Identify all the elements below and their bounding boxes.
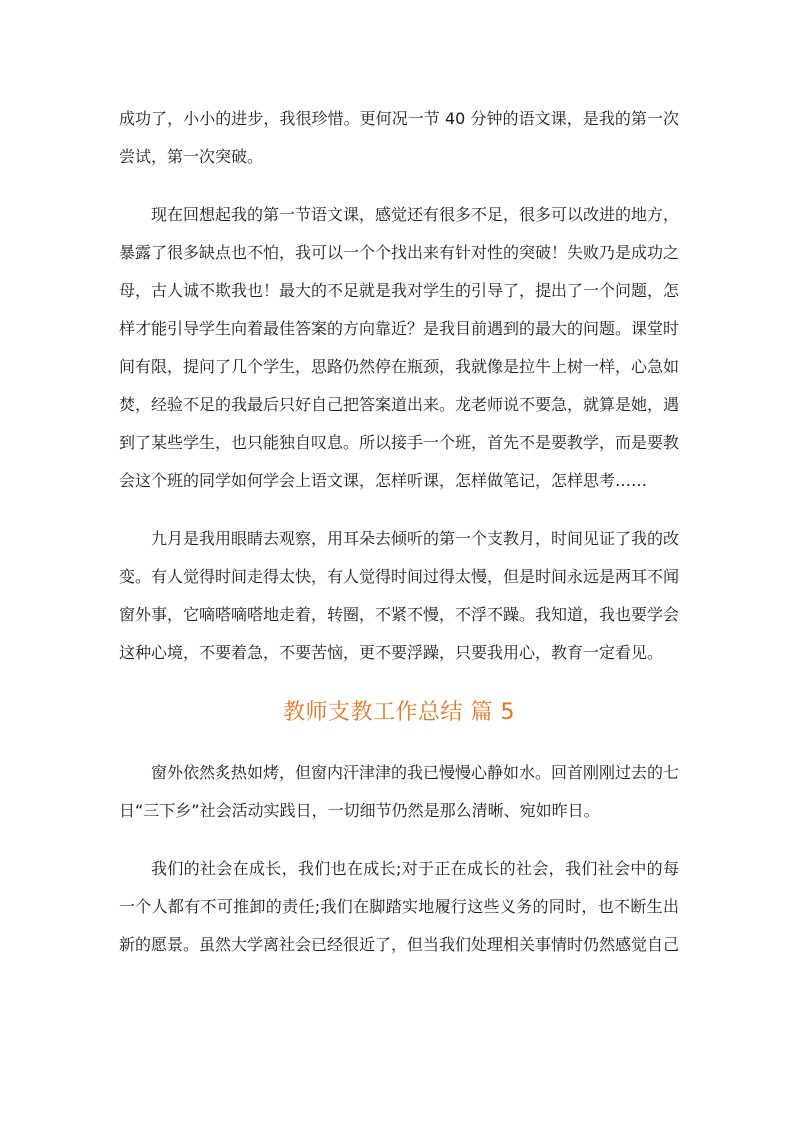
paragraph-2: 现在回想起我的第一节语文课，感觉还有很多不足，很多可以改进的地方，暴露了很多缺点也不怕，我可以一个个找出来有针对性的突破！失败乃是成功之母，古人诚不欺我也！最大的不足就是我对学生的引导了，提出了一个问题，怎样才能引导学生向着最佳答案的方向靠近？是我目前遇到的最大的问题。课堂时间有限，提问了几个学生，思路仍然停在瓶颈，我就像是拉牛上树一样，心急如焚，经验不足的我最后只好自己把答案道出来。龙老师说不要急，就算是她，遇到了某些学生，也只能独自叹息。所以接手一个班，首先不是要教学，而是要教会这个班的同学如何学会上语文课，怎样听课，怎样做笔记，怎样思考…… (119, 205, 680, 490)
paragraph-3: 九月是我用眼睛去观察，用耳朵去倾听的第一个支教月，时间见证了我的改变。有人觉得时间走得太快，有人觉得时间过得太慢，但是时间永远是两耳不闻窗外事，它嘀嗒嘀嗒地走着，转圈，不紧不慢，不浮不躁。我知道，我也要学会这种心境，不要着急，不要苦恼，更不要浮躁，只要我用心，教育一定看见。 (119, 529, 680, 662)
paragraph-1: 成功了，小小的进步，我很珍惜。更何况一节 40 分钟的语文课，是我的第一次尝试，第一次突破。 (119, 109, 679, 166)
section-title: 教师支教工作总结 篇 5 (283, 700, 515, 725)
paragraph-5: 我们的社会在成长，我们也在成长;对于正在成长的社会，我们社会中的每一个人都有不可推卸的责任;我们在脚踏实地履行这些义务的同时，也不断生出新的愿景。虽然大学离社会已经很近了，但当我们处理相关事情时仍然感觉自己 (119, 859, 680, 954)
paragraph-4: 窗外依然炙热如烤，但窗内汗津津的我已慢慢心静如水。回首刚刚过去的七日“三下乡”社会活动实践日，一切细节仍然是那么清晰、宛如昨日。 (119, 763, 680, 820)
document-page (119, 100, 679, 964)
